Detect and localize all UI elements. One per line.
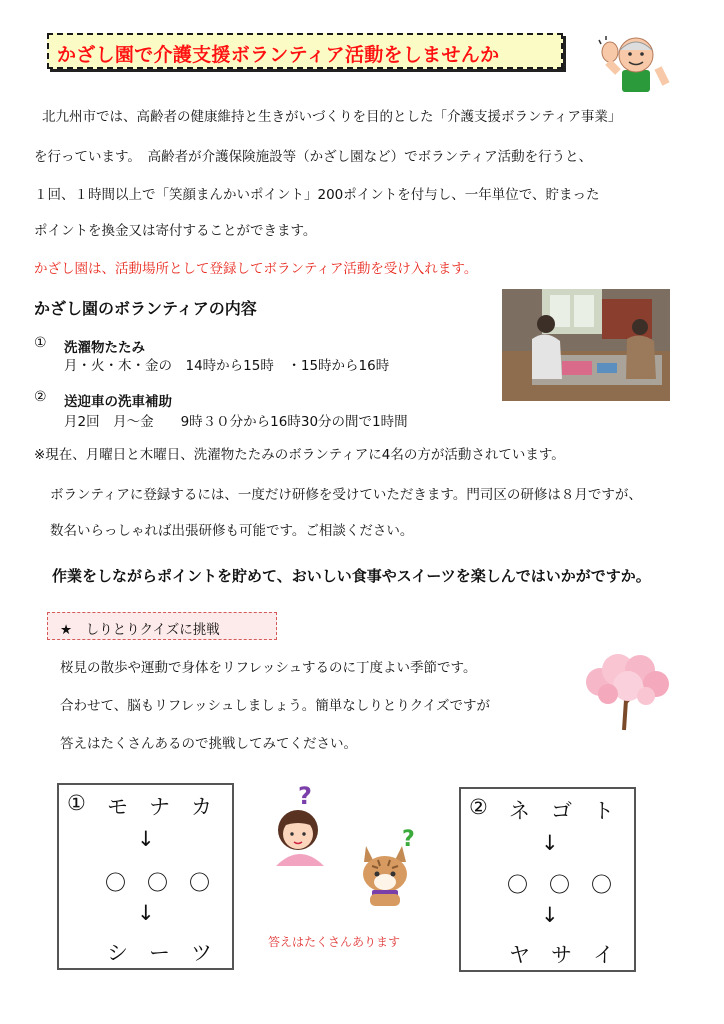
item-2-number: ② (34, 389, 47, 405)
puzzle-1-arrow-1: ↓ (137, 827, 155, 851)
svg-text:?: ? (298, 782, 312, 810)
puzzle-2-start: ネ ゴ ト (509, 799, 614, 823)
puzzle-1-arrow-2: ↓ (137, 901, 155, 925)
item-2-title: 送迎車の洗車補助 (64, 394, 172, 410)
puzzle-2-number: ② (469, 795, 488, 819)
item-1-detail: 月・火・木・金の 14時から15時 ・15時から16時 (64, 358, 390, 374)
puzzle-2-end: ヤ サ イ (509, 943, 614, 967)
registration-line-1: ボランティアに登録するには、一度だけ研修を受けていただきます。門司区の研修は８月ですが、 (50, 487, 642, 503)
quiz-heading-box (47, 612, 277, 640)
quiz-intro-2: 合わせて、脳もリフレッシュしましょう。簡単なしりとりクイズですが (60, 698, 490, 714)
quiz-heading: ★ しりとりクイズに挑戦 (60, 622, 220, 638)
volunteer-photo (502, 289, 670, 401)
quiz-intro-3: 答えはたくさんあるので挑戦してみてください。 (60, 736, 357, 752)
puzzle-2-arrow-2: ↓ (541, 903, 559, 927)
puzzle-2-arrow-1: ↓ (541, 831, 559, 855)
red-notice: かざし園は、活動場所として登録してボランティア活動を受け入れます。 (34, 261, 478, 277)
section-title: かざし園のボランティアの内容 (34, 299, 257, 318)
svg-text:?: ? (402, 827, 415, 852)
intro-line-1: 北九州市では、高齢者の健康維持と生きがいづくりを目的とした「介護支援ボランティア事業」 (42, 109, 622, 125)
puzzle-1-box (57, 783, 234, 970)
intro-line-3: １回、１時間以上で「笑顔まんかいポイント」200ポイントを付与し、一年単位で、貯まった (34, 187, 600, 203)
answer-note: 答えはたくさんあります (268, 935, 401, 949)
puzzle-1-start: モ ナ カ (107, 795, 212, 819)
intro-line-4: ポイントを換金又は寄付することができます。 (34, 223, 317, 239)
item-1-number: ① (34, 335, 47, 351)
thinking-girl-icon (268, 780, 332, 866)
strong-elder-mascot-icon (598, 30, 672, 92)
highlight-message: 作業をしながらポイントを貯めて、おいしい食事やスイーツを楽しんではいかがですか。 (52, 567, 651, 585)
puzzle-1-blanks: 〇 〇 〇 (105, 871, 210, 895)
puzzle-2-blanks: 〇 〇 〇 (507, 873, 612, 897)
item-2-detail: 月2回 月～金 9時３０分から16時30分の間で1時間 (64, 414, 408, 430)
thinking-cat-icon (358, 826, 424, 906)
current-note: ※現在、月曜日と木曜日、洗濯物たたみのボランティアに4名の方が活動されています。 (34, 447, 565, 463)
puzzle-1-number: ① (67, 791, 86, 815)
item-1-title: 洗濯物たたみ (64, 340, 145, 356)
puzzle-1-end: シ ー ツ (107, 941, 212, 965)
registration-line-2: 数名いらっしゃれば出張研修も可能です。ご相談ください。 (50, 523, 414, 539)
title-banner (47, 33, 563, 69)
intro-line-2: を行っています。 高齢者が介護保険施設等（かざし園など）でボランティア活動を行うと、 (34, 149, 593, 165)
quiz-intro-1: 桜見の散歩や運動で身体をリフレッシュするのに丁度よい季節です。 (60, 660, 477, 676)
cherry-blossom-tree-icon (578, 652, 674, 732)
page-title: かざし園で介護支援ボランティア活動をしませんか (57, 44, 500, 66)
puzzle-2-box (459, 787, 636, 972)
